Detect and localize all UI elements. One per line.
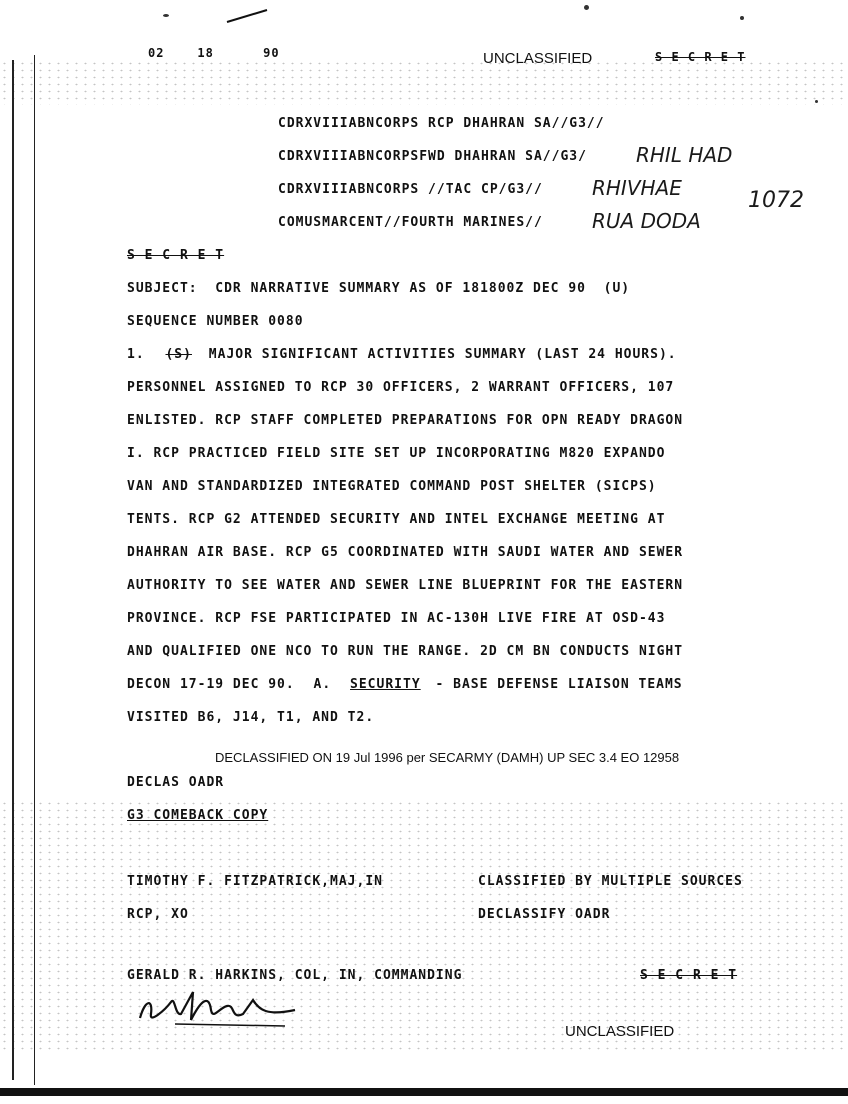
secret-mark-top: S E C R E T: [655, 50, 746, 64]
handwritten-routing: RHIL HAD: [636, 143, 733, 167]
paragraph-line: PROVINCE. RCP FSE PARTICIPATED IN AC-130H LIVE FIRE AT OSD-43: [127, 611, 666, 626]
addressee-line: CDRXVIIIABNCORPS //TAC CP/G3//: [278, 182, 543, 197]
paragraph-line: TENTS. RCP G2 ATTENDED SECURITY AND INTEL EXCHANGE MEETING AT: [127, 512, 666, 527]
pen-stroke-mark: [225, 6, 270, 26]
paragraph-number: 1.: [127, 347, 145, 362]
scan-edge-bar: [0, 1088, 848, 1096]
declassify-line: DECLASSIFY OADR: [478, 907, 611, 922]
classified-by-line: CLASSIFIED BY MULTIPLE SOURCES: [478, 874, 743, 889]
paragraph-line-decon: [127, 677, 683, 692]
drafter-name: TIMOTHY F. FITZPATRICK,MAJ,IN: [127, 874, 383, 889]
paragraph-line-1: [127, 347, 677, 362]
paragraph-line: I. RCP PRACTICED FIELD SITE SET UP INCORPORATING M820 EXPANDO: [127, 446, 666, 461]
paragraph-text: MAJOR SIGNIFICANT ACTIVITIES SUMMARY (LAST 24 HOURS).: [208, 347, 677, 362]
paragraph-line: AUTHORITY TO SEE WATER AND SEWER LINE BLUEPRINT FOR THE EASTERN: [127, 578, 684, 593]
releaser-name: GERALD R. HARKINS, COL, IN, COMMANDING: [127, 968, 463, 983]
scan-noise-bottom: [0, 800, 848, 1050]
comeback-copy-line: G3 COMEBACK COPY: [127, 808, 269, 823]
left-margin-line: [12, 60, 14, 1080]
addressee-line: CDRXVIIIABNCORPS RCP DHAHRAN SA//G3//: [278, 116, 605, 131]
classification-top: UNCLASSIFIED: [483, 50, 593, 67]
scan-noise-top: [0, 60, 848, 105]
message-date-time: 02 18 90: [148, 46, 280, 60]
speck: [815, 100, 818, 103]
classification-bottom: UNCLASSIFIED: [565, 1023, 675, 1040]
secret-mark-bottom: S E C R E T: [640, 968, 738, 983]
paragraph-text: DECON 17-19 DEC 90.: [127, 677, 295, 692]
handwritten-routing: RUA DODA: [592, 209, 701, 233]
speck: [584, 5, 589, 10]
addressee-line: CDRXVIIIABNCORPSFWD DHAHRAN SA//G3/: [278, 149, 587, 164]
paragraph-line: VISITED B6, J14, T1, AND T2.: [127, 710, 375, 725]
security-heading: SECURITY: [350, 677, 421, 692]
signature-image: [135, 980, 305, 1030]
sequence-line: SEQUENCE NUMBER 0080: [127, 314, 304, 329]
handwritten-routing: RHIVHAE: [592, 176, 682, 200]
classification-line: S E C R E T: [127, 248, 225, 263]
margin-note: 1072: [748, 188, 804, 213]
paragraph-line: ENLISTED. RCP STAFF COMPLETED PREPARATIONS FOR OPN READY DRAGON: [127, 413, 684, 428]
paragraph-line: AND QUALIFIED ONE NCO TO RUN THE RANGE. 2D CM BN CONDUCTS NIGHT: [127, 644, 684, 659]
addressee-line: COMUSMARCENT//FOURTH MARINES//: [278, 215, 543, 230]
paragraph-line: DHAHRAN AIR BASE. RCP G5 COORDINATED WITH SAUDI WATER AND SEWER: [127, 545, 684, 560]
paragraph-classification: (S): [165, 347, 192, 362]
subject-line: SUBJECT: CDR NARRATIVE SUMMARY AS OF 181800Z DEC 90 (U): [127, 281, 631, 296]
drafter-title: RCP, XO: [127, 907, 189, 922]
speck: [163, 14, 169, 17]
paragraph-line: PERSONNEL ASSIGNED TO RCP 30 OFFICERS, 2 WARRANT OFFICERS, 107: [127, 380, 675, 395]
declassified-stamp: DECLASSIFIED ON 19 Jul 1996 per SECARMY (DAMH) UP SEC 3.4 EO 12958: [215, 750, 680, 765]
subparagraph-letter: A.: [313, 677, 332, 692]
paragraph-line: VAN AND STANDARDIZED INTEGRATED COMMAND POST SHELTER (SICPS): [127, 479, 657, 494]
declas-line: DECLAS OADR: [127, 775, 225, 790]
paragraph-text: - BASE DEFENSE LIAISON TEAMS: [435, 677, 683, 692]
left-margin-line-inner: [34, 55, 35, 1085]
speck: [740, 16, 744, 20]
